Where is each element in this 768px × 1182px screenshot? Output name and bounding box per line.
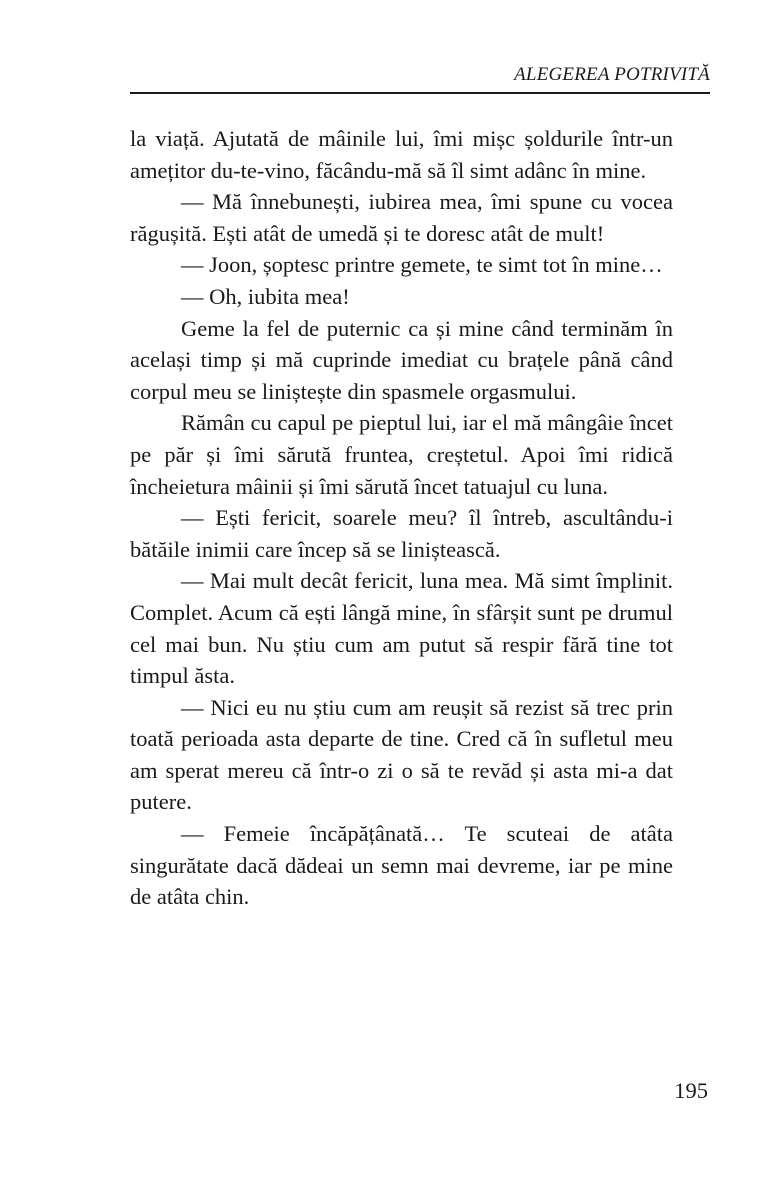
paragraph: Geme la fel de puternic ca și mine când terminăm în același timp și mă cuprinde imediat cu brațele până când corpul meu se liniștește din spasmele orgasmului. <box>130 315 673 404</box>
page-number: 195 <box>674 1078 708 1103</box>
paragraph: — Ești fericit, soarele meu? îl întreb, ascultându-i bătăile inimii care încep să se liniștească. <box>130 505 673 562</box>
running-header <box>130 62 710 94</box>
paragraph: — Mai mult decât fericit, luna mea. Mă simt împlinit. Complet. Acum că ești lângă mine, în sfârșit sunt pe drumul cel mai bun. Nu știu cum am putut să respir fără tine tot timpul ăsta. <box>130 568 673 689</box>
paragraph: — Femeie încăpățânată… Te scuteai de atâta singurătate dacă dădeai un semn mai devreme, iar pe mine de atâta chin. <box>130 821 673 910</box>
paragraph: Rămân cu capul pe pieptul lui, iar el mă mângâie încet pe păr și îmi sărută fruntea, creștetul. Apoi îmi ridică încheietura mâinii și îmi sărută încet tatuajul cu luna. <box>130 410 673 499</box>
paragraph: — Oh, iubita mea! <box>181 283 350 309</box>
body-text <box>130 123 673 913</box>
paragraph: — Nici eu nu știu cum am reușit să rezist să trec prin toată perioada asta departe de tine. Cred că în sufletul meu am sperat mereu că într-o zi o să te revăd și asta mi-a dat putere. <box>130 694 673 815</box>
paragraph: la viață. Ajutată de mâinile lui, îmi mișc șoldurile într-un amețitor du-te-vino, făcându-mă să îl simt adânc în mine. <box>130 126 673 183</box>
running-title: ALEGEREA POTRIVITĂ <box>514 64 710 85</box>
paragraph: — Mă înnebunești, iubirea mea, îmi spune cu vocea răgușită. Ești atât de umedă și te doresc atât de mult! <box>130 189 673 246</box>
paragraph: — Joon, șoptesc printre gemete, te simt tot în mine… <box>181 252 663 278</box>
